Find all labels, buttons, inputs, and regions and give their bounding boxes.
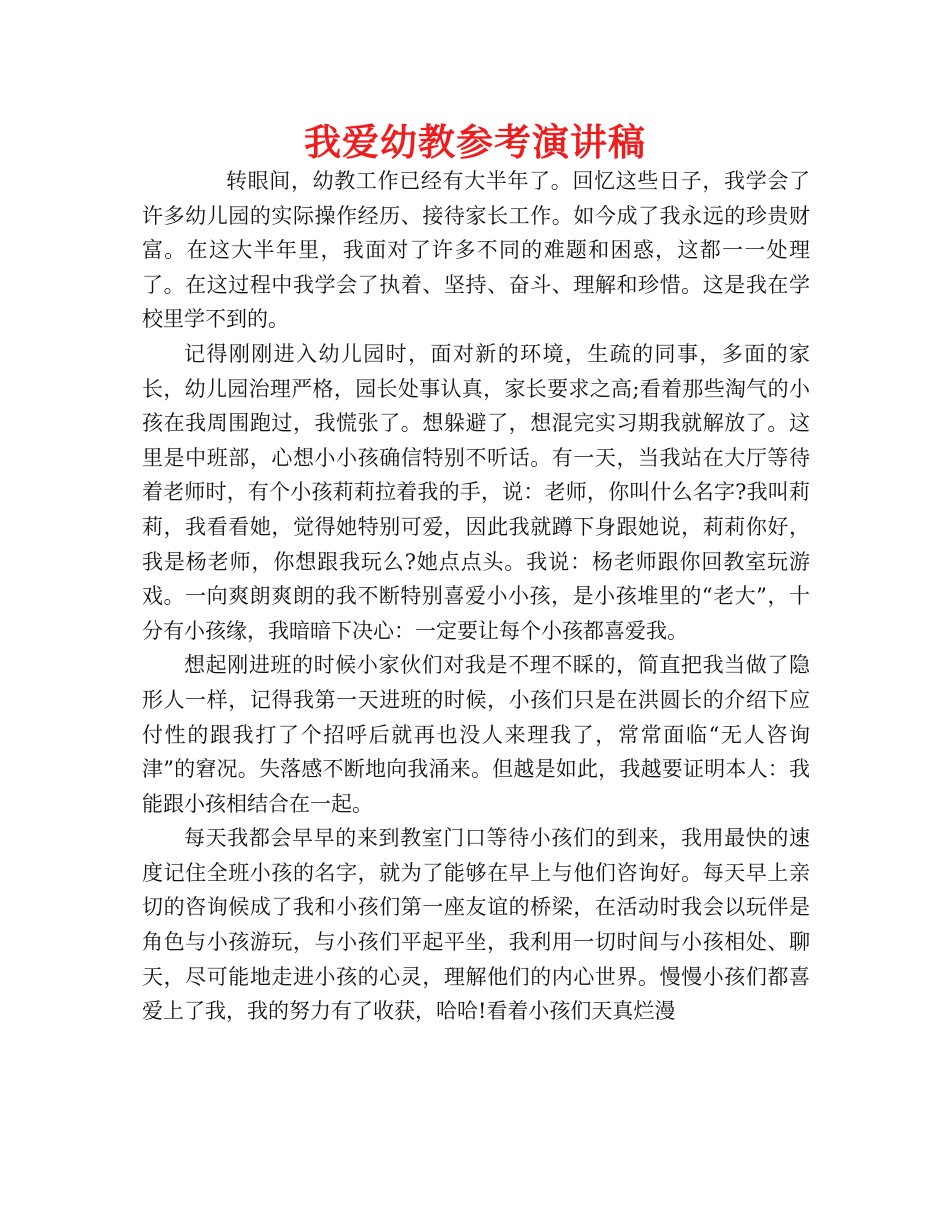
document-body (142, 164, 810, 1029)
paragraph-2: 记得刚刚进入幼儿园时，面对新的环境，生疏的同事，多面的家长，幼儿园治理严格，园长处事认真，家长要求之高;看着那些淘气的小孩在我周围跑过，我慌张了。想躲避了，想混完实习期我就解放了。这里是中班部，心想小小孩确信特别不听话。有一天，当我站在大厅等待着老师时，有个小孩莉莉拉着我的手，说：老师，你叫什么名字?我叫莉莉，我看看她，觉得她特别可爱，因此我就蹲下身跟她说，莉莉你好，我是杨老师，你想跟我玩么?她点点头。我说：杨老师跟你回教室玩游戏。一向爽朗爽朗的我不断特别喜爱小小孩，是小孩堆里的“老大”，十分有小孩缘，我暗暗下决心：一定要让每个小孩都喜爱我。 (142, 341, 810, 643)
paragraph-1: 转眼间，幼教工作已经有大半年了。回忆这些日子，我学会了许多幼儿园的实际操作经历、接待家长工作。如今成了我永远的珍贵财富。在这大半年里，我面对了许多不同的难题和困惑，这都一一处理了。在这过程中我学会了执着、坚持、奋斗、理解和珍惜。这是我在学校里学不到的。 (142, 169, 810, 332)
paragraph-4: 每天我都会早早的来到教室门口等待小孩们的到来，我用最快的速度记住全班小孩的名字，就为了能够在早上与他们咨询好。每天早上亲切的咨询候成了我和小孩们第一座友谊的桥梁，在活动时我会以玩伴是角色与小孩游玩，与小孩们平起平坐，我利用一切时间与小孩相处、聊天，尽可能地走进小孩的心灵，理解他们的内心世界。慢慢小孩们都喜爱上了我，我的努力有了收获，哈哈!看着小孩们天真烂漫 (142, 826, 810, 1024)
document-title: 我爱幼教参考演讲稿 (304, 121, 646, 164)
paragraph-3: 想起刚进班的时候小家伙们对我是不理不睬的，简直把我当做了隐形人一样，记得我第一天进班的时候，小孩们只是在洪圆长的介绍下应付性的跟我打了个招呼后就再也没人来理我了，常常面临“无人咨询津”的窘况。失落感不断地向我涌来。但越是如此，我越要证明本人：我能跟小孩相结合在一起。 (142, 653, 810, 816)
